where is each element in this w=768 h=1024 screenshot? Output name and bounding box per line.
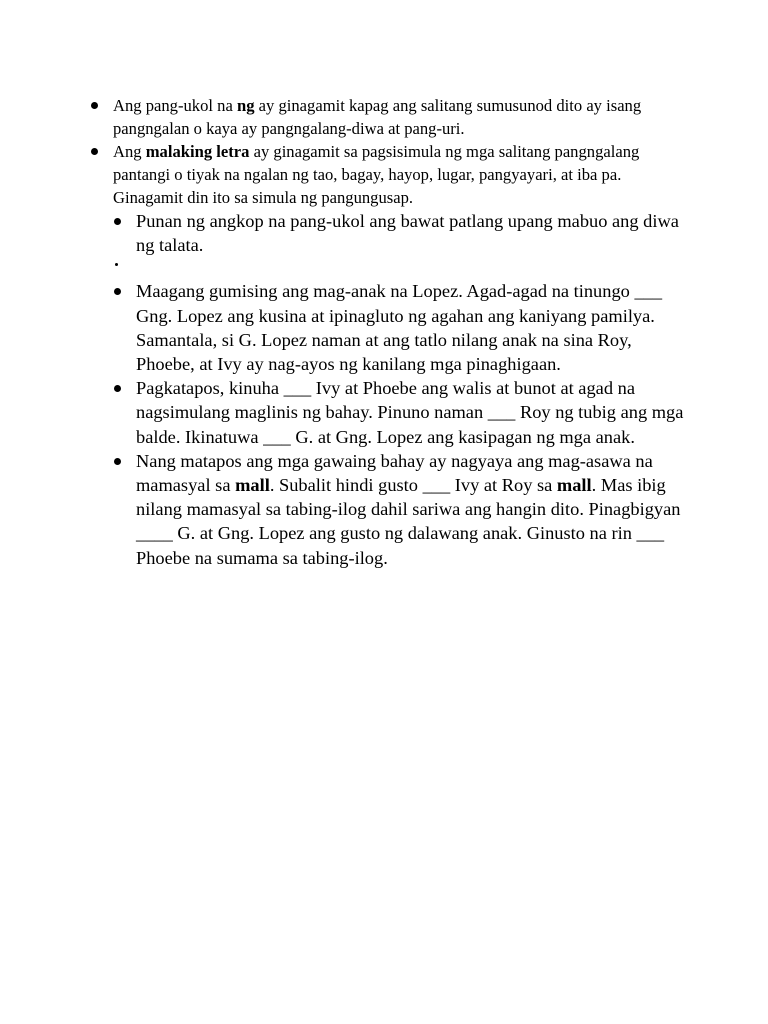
exercise-item-3-part2: . Subalit hindi gusto ___ Ivy at Roy sa [269, 475, 557, 496]
instruction-text: Punan ng angkop na pang-ukol ang bawat patlang upang mabuo ang diwa ng talata. [136, 211, 679, 256]
grammar-notes-list [90, 94, 690, 209]
exercise-item-1-text: Maagang gumising ang mag-anak na Lopez. Agad-agad na tinungo ___ Gng. Lopez ang kusina at ipinagluto ng agahan ang kaniyang pamilya. Samantala, si G. Lopez naman at ang tatlo nilang anak na sina Roy, Phoebe, at Ivy ay nag-ayos ng kanilang mga pinaghigaan. [136, 281, 663, 375]
exercise-item-2-text: Pagkatapos, kinuha ___ Ivy at Phoebe ang walis at bunot at agad na nagsimulang maglinis ng bahay. Pinuno naman ___ Roy ng tubig ang mga balde. Ikinatuwa ___ G. at Gng. Lopez ang kasipagan ng mga anak. [136, 378, 684, 447]
bullet-icon [91, 102, 98, 109]
note-item-malaking-letra [90, 140, 690, 209]
exercise-item-3-part1: Nang matapos ang mga gawaing bahay ay nagyaya ang mag-asawa na mamasyal sa [136, 450, 653, 496]
exercise-item-3 [113, 449, 693, 570]
exercise-instruction [113, 209, 693, 257]
bullet-icon [91, 148, 98, 155]
exercise-list [113, 209, 693, 570]
bullet-icon [114, 385, 121, 392]
bullet-icon [114, 288, 121, 295]
note-text-bold: malaking letra [145, 142, 250, 161]
exercise-item-3-part3: . Mas ibig nilang mamasyal sa tabing-ilog dahil sariwa ang hangin dito. Pinagbigyan ____ G. at Gng. Lopez ang gusto ng dalawang anak. Ginusto na rin ___ Phoebe na sumama sa tabing-ilog. [136, 475, 681, 568]
exercise-item-1 [113, 279, 693, 376]
note-text-post: ay ginagamit sa pagsisimula ng mga salitang pangngalang pantangi o tiyak na ngalan ng tao, bagay, hayop, lugar, pangyayari, at iba pa. Ginagamit din ito sa simula ng pangungusap. [113, 142, 640, 207]
note-text-bold: ng [236, 96, 255, 115]
note-text-pre: Ang [113, 142, 146, 161]
note-text-post: ay ginagamit kapag ang salitang sumusunod dito ay isang pangngalan o kaya ay pangngalang-diwa at pang-uri. [113, 96, 642, 138]
exercise-item-3-bold1: mall [235, 475, 270, 496]
bullet-icon [114, 458, 121, 465]
bullet-icon [114, 218, 121, 225]
empty-bullet-row [113, 257, 693, 279]
note-text-pre: Ang pang-ukol na [113, 96, 237, 115]
note-item-pang-ukol [90, 94, 690, 140]
small-bullet-icon [115, 263, 118, 266]
exercise-item-2 [113, 376, 693, 449]
exercise-item-3-bold2: mall [556, 475, 592, 496]
